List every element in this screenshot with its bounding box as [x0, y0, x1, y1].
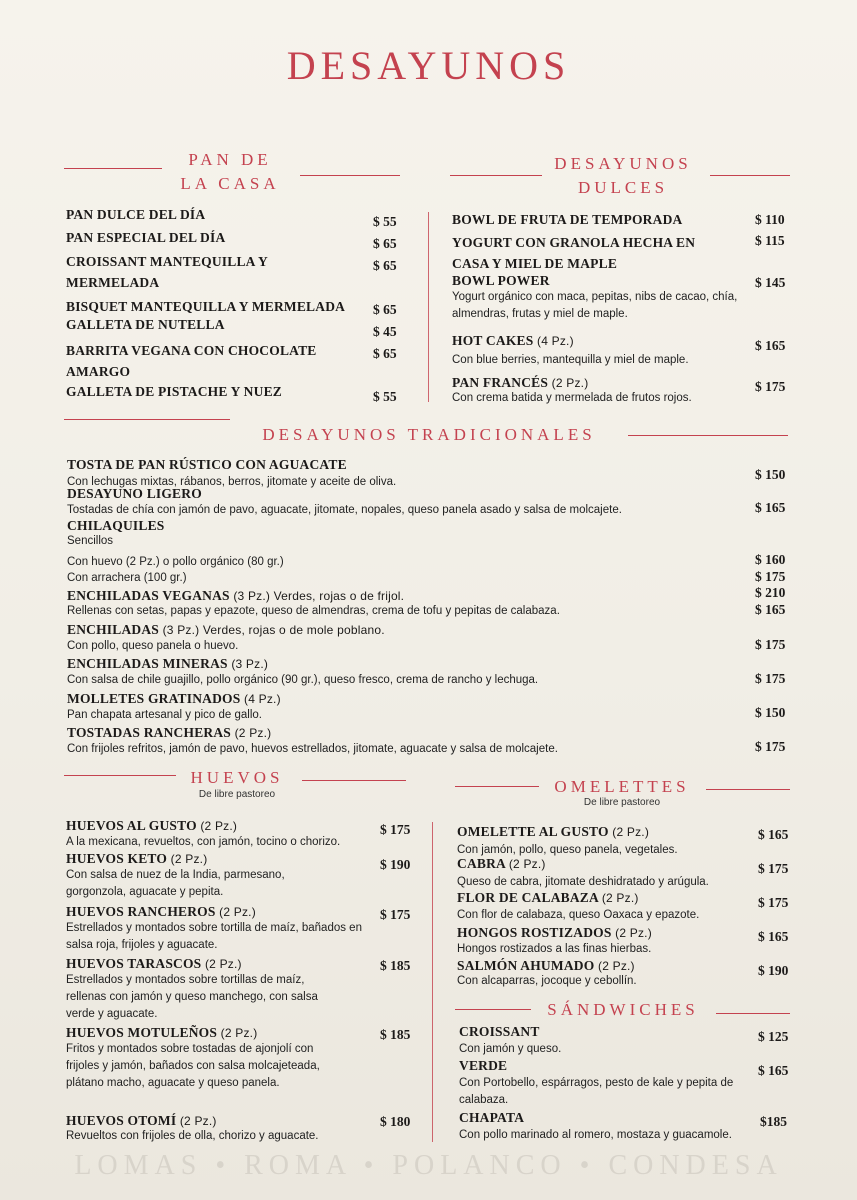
- menu-item-description: Con Portobello, espárragos, pesto de kale y pepita de calabaza.: [459, 1077, 734, 1106]
- menu-item-price: $ 55: [373, 389, 397, 404]
- menu-item-name: HUEVOS OTOMÍ (2 Pz.): [66, 1113, 217, 1128]
- menu-item-price: $ 165: [758, 929, 789, 944]
- section-rule: [64, 419, 230, 420]
- menu-item-name: HUEVOS TARASCOS (2 Pz.): [66, 956, 242, 971]
- menu-item-name: BOWL DE FRUTA DE TEMPORADA: [452, 212, 683, 227]
- section-rule: [716, 1013, 790, 1014]
- menu-item-description: Con salsa de nuez de la India, parmesano, gorgonzola, aguacate y pepita.: [66, 869, 285, 898]
- menu-item-name: YOGURT CON GRANOLA HECHA EN CASA Y MIEL DE MAPLE: [452, 235, 696, 271]
- menu-item-name: FLOR DE CALABAZA (2 Pz.): [457, 890, 639, 905]
- menu-item-name: HUEVOS AL GUSTO (2 Pz.): [66, 818, 238, 833]
- menu-item-name: HUEVOS MOTULEÑOS (2 Pz.): [66, 1025, 258, 1040]
- menu-item-price: $ 125: [758, 1029, 789, 1044]
- menu-item-name: CROISSANT MANTEQUILLA Y MERMELADA: [66, 254, 268, 290]
- footer-locations: LOMAS • ROMA • POLANCO • CONDESA: [74, 1150, 783, 1181]
- menu-item-price: $ 175: [755, 569, 786, 584]
- menu-item-price: $ 110: [755, 212, 785, 227]
- menu-item-name: BOWL POWER: [452, 273, 550, 288]
- section-rule: [706, 789, 790, 790]
- menu-item-price: $185: [760, 1114, 787, 1129]
- menu-item-description: Revueltos con frijoles de olla, chorizo y aguacate.: [66, 1130, 319, 1142]
- menu-item-price: $ 185: [380, 958, 411, 973]
- menu-item-description: Queso de cabra, jitomate deshidratado y arúgula.: [457, 876, 709, 888]
- menu-item-price: $ 45: [373, 324, 397, 339]
- menu-item-name: HOT CAKES (4 Pz.): [452, 333, 574, 348]
- menu-item-description: Con arrachera (100 gr.): [67, 572, 187, 584]
- menu-item-name: BISQUET MANTEQUILLA Y MERMELADA: [66, 299, 346, 314]
- menu-item-name: GALLETA DE PISTACHE Y NUEZ: [66, 384, 282, 399]
- menu-item-price: $ 175: [755, 637, 786, 652]
- menu-item-description: Estrellados y montados sobre tortilla de maíz, bañados en salsa roja, frijoles y aguacate.: [66, 922, 362, 951]
- menu-item-price: $ 150: [755, 467, 786, 482]
- menu-item-name: VERDE: [459, 1058, 508, 1073]
- menu-item-name: SALMÓN AHUMADO (2 Pz.): [457, 958, 635, 973]
- menu-item-price: $ 175: [755, 739, 786, 754]
- section-rule: [300, 175, 400, 176]
- menu-item-name: ENCHILADAS (3 Pz.) Verdes, rojas o de mole poblano.: [67, 622, 385, 637]
- menu-item-name: TOSTADAS RANCHERAS (2 Pz.): [67, 725, 272, 740]
- menu-item-description: Con huevo (2 Pz.) o pollo orgánico (80 gr.): [67, 556, 284, 568]
- menu-item-price: $ 55: [373, 214, 397, 229]
- menu-item-description: Hongos rostizados a las finas hierbas.: [457, 943, 652, 955]
- menu-item-price: $ 185: [380, 1027, 411, 1042]
- menu-item-price: $ 175: [755, 671, 786, 686]
- menu-item-name: GALLETA DE NUTELLA: [66, 317, 225, 332]
- menu-item-price: $ 165: [758, 1063, 789, 1078]
- menu-item-description: Con pollo, queso panela o huevo.: [67, 640, 239, 652]
- menu-item-name: ENCHILADAS VEGANAS (3 Pz.) Verdes, rojas o de frijol.: [67, 588, 405, 603]
- menu-item-description: Con frijoles refritos, jamón de pavo, huevos estrellados, jitomate, aguacate y salsa de molcajete.: [67, 743, 558, 755]
- menu-item-price: $ 175: [380, 822, 411, 837]
- menu-item-price: $ 175: [755, 379, 786, 394]
- menu-item-price: $ 65: [373, 346, 397, 361]
- menu-title: DESAYUNOS: [286, 43, 571, 88]
- menu-item-name: BARRITA VEGANA CON CHOCOLATE AMARGO: [66, 343, 317, 379]
- menu-item-name: HUEVOS RANCHEROS (2 Pz.): [66, 904, 256, 919]
- section-title-omelettes: OMELETTES: [554, 777, 690, 796]
- menu-item-description: Pan chapata artesanal y pico de gallo.: [67, 709, 262, 721]
- menu-item-description: Yogurt orgánico con maca, pepitas, nibs de cacao, chía, almendras, frutas y miel de maple.: [452, 291, 738, 320]
- menu-item-price: $ 65: [373, 302, 397, 317]
- menu-item-description: Con blue berries, mantequilla y miel de maple.: [452, 354, 689, 366]
- section-rule: [628, 435, 788, 436]
- column-divider: [432, 822, 433, 1142]
- section-rule: [710, 175, 790, 176]
- menu-item-name: HUEVOS KETO (2 Pz.): [66, 851, 208, 866]
- menu-item-name: CHILAQUILES: [67, 518, 165, 533]
- section-title-pan-de-la-casa: PAN DE LA CASA: [180, 150, 280, 193]
- menu-item-price: $ 175: [758, 861, 789, 876]
- section-rule: [64, 775, 176, 776]
- section-rule: [455, 786, 539, 787]
- menu-item-price: $ 190: [758, 963, 789, 978]
- section-rule: [450, 175, 542, 176]
- menu-item-name: PAN FRANCÉS (2 Pz.): [452, 375, 589, 390]
- menu-item-price: $ 190: [380, 857, 411, 872]
- menu-item-price: $ 180: [380, 1114, 411, 1129]
- menu-item-name: HONGOS ROSTIZADOS (2 Pz.): [457, 925, 652, 940]
- menu-item-price: $ 210: [755, 585, 786, 600]
- menu-item-price: $ 175: [758, 895, 789, 910]
- menu-item-price: $ 65: [373, 258, 397, 273]
- menu-item-description: Estrellados y montados sobre tortillas de maíz, rellenas con jamón y queso manchego, con salsa verde y aguacate.: [66, 974, 318, 1020]
- menu-item-name: TOSTA DE PAN RÚSTICO CON AGUACATE: [67, 457, 347, 472]
- section-rule: [302, 780, 406, 781]
- section-note: De libre pastoreo: [198, 789, 276, 800]
- menu-item-price: $ 165: [755, 500, 786, 515]
- menu-item-name: DESAYUNO LIGERO: [67, 486, 202, 501]
- menu-item-description: Con alcaparras, jocoque y cebollín.: [457, 975, 637, 987]
- menu-item-description: Con flor de calabaza, queso Oaxaca y epazote.: [457, 909, 700, 921]
- menu-item-name: CROISSANT: [459, 1024, 540, 1039]
- menu-item-price: $ 145: [755, 275, 786, 290]
- menu-item-description: Con lechugas mixtas, rábanos, berros, jitomate y aceite de oliva.: [67, 476, 397, 488]
- menu-item-description: Con jamón, pollo, queso panela, vegetales.: [457, 844, 678, 856]
- menu-item-description: Con pollo marinado al romero, mostaza y guacamole.: [459, 1129, 732, 1141]
- menu-item-name: CABRA (2 Pz.): [457, 856, 546, 871]
- section-rule: [64, 168, 162, 169]
- menu-item-name: PAN ESPECIAL DEL DÍA: [66, 230, 226, 245]
- menu-item-name: PAN DULCE DEL DÍA: [66, 207, 206, 222]
- section-title-desayunos-dulces: DESAYUNOS DULCES: [554, 154, 692, 197]
- menu-item-description: Con jamón y queso.: [459, 1043, 562, 1055]
- menu-item-price: $ 165: [758, 827, 789, 842]
- menu-item-name: ENCHILADAS MINERAS (3 Pz.): [67, 656, 269, 671]
- menu-item-name: MOLLETES GRATINADOS (4 Pz.): [67, 691, 281, 706]
- section-rule: [455, 1009, 531, 1010]
- menu-item-name: OMELETTE AL GUSTO (2 Pz.): [457, 824, 650, 839]
- menu-item-price: $ 115: [755, 233, 785, 248]
- menu-item-description: Fritos y montados sobre tostadas de ajonjolí con frijoles y jamón, bañados con salsa molcajeteada, plátano macho, aguacate y queso panela.: [66, 1043, 320, 1089]
- menu-item-description: Tostadas de chía con jamón de pavo, aguacate, jitomate, nopales, queso panela asado y salsa de molcajete.: [67, 504, 622, 516]
- menu-item-description: Con crema batida y mermelada de frutos rojos.: [452, 392, 692, 404]
- menu-item-price: $ 165: [755, 602, 786, 617]
- menu-item-price: $ 165: [755, 338, 786, 353]
- menu-item-price: $ 175: [380, 907, 411, 922]
- menu-item-name: CHAPATA: [459, 1110, 525, 1125]
- menu-item-description: Sencillos: [67, 535, 114, 547]
- section-note: De libre pastoreo: [583, 797, 661, 808]
- column-divider: [428, 212, 429, 402]
- menu-item-description: Con salsa de chile guajillo, pollo orgánico (90 gr.), queso fresco, crema de rancho y lechuga.: [67, 674, 539, 686]
- menu-item-description: A la mexicana, revueltos, con jamón, tocino o chorizo.: [66, 836, 341, 848]
- menu-item-price: $ 160: [755, 552, 786, 567]
- menu-item-price: $ 65: [373, 236, 397, 251]
- section-title-tradicionales: DESAYUNOS TRADICIONALES: [262, 425, 596, 444]
- menu-item-price: $ 150: [755, 705, 786, 720]
- menu-item-description: Rellenas con setas, papas y epazote, queso de almendras, crema de tofu y pepitas de calabaza.: [67, 605, 560, 617]
- section-title-sandwiches: SÁNDWICHES: [547, 1000, 699, 1019]
- section-title-huevos: HUEVOS: [190, 768, 284, 787]
